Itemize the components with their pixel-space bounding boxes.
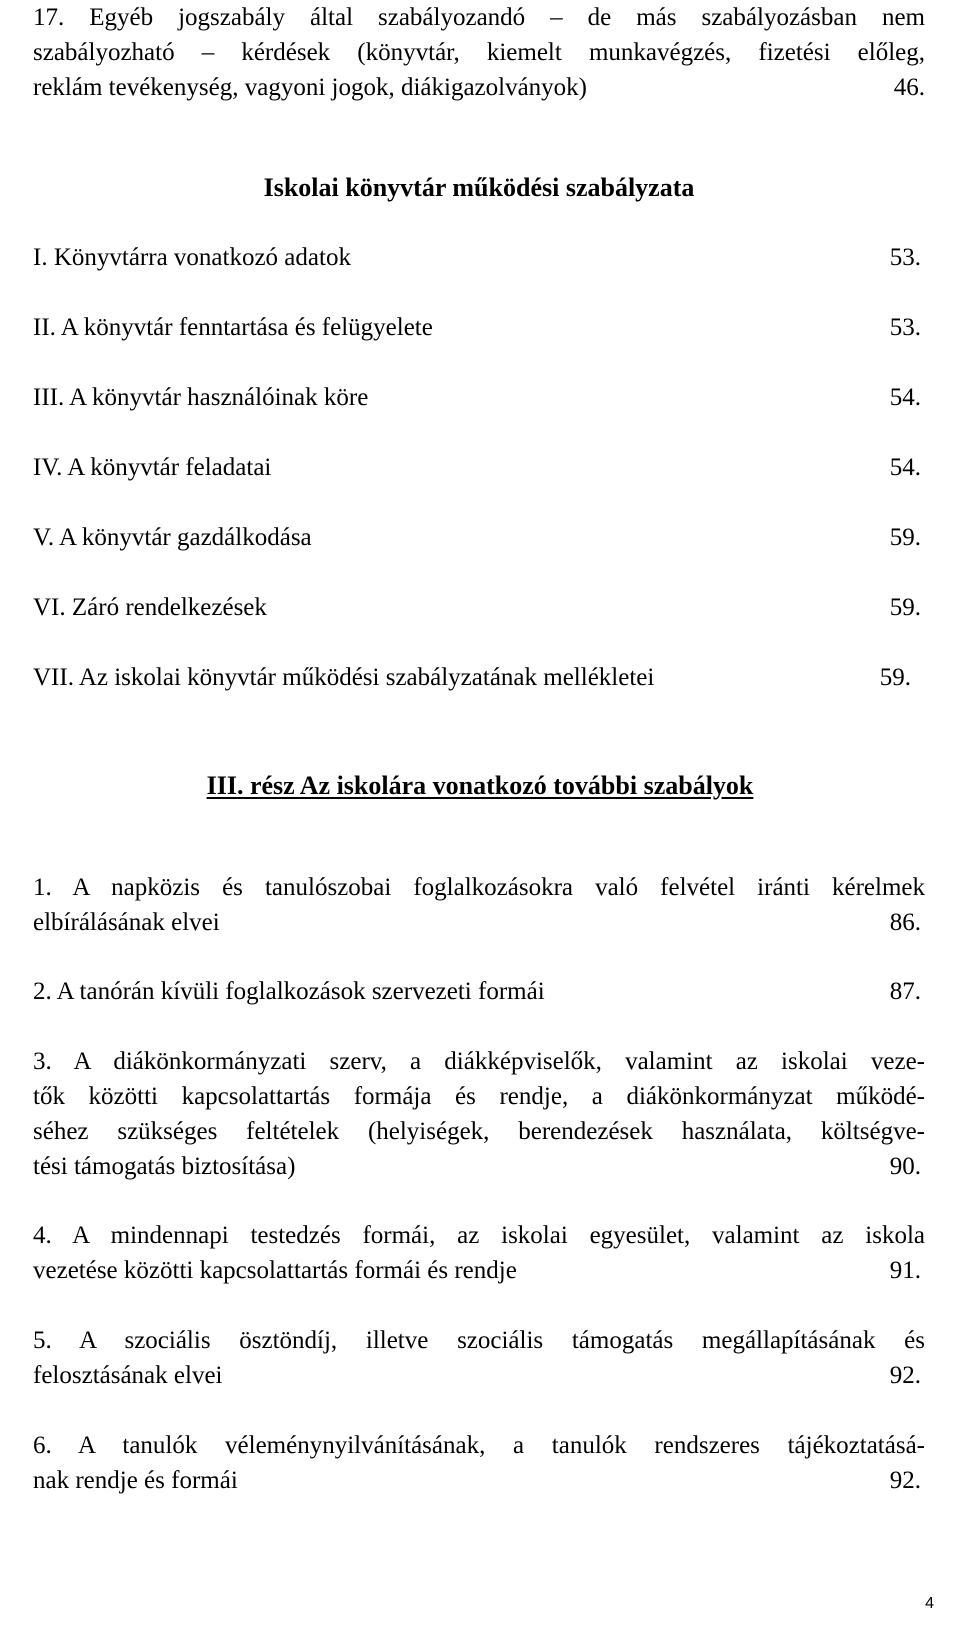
toc-entry-text: reklám tevékenység, vagyoni jogok, diákigazolványok) [33,74,588,101]
section-title: Iskolai könyvtár működési szabályzata [263,173,695,202]
toc-entry-line: 4. A mindennapi testedzés formái, az iskolai egyesület, valamint az iskola [33,1222,925,1249]
toc-page-number: 59. [879,664,911,691]
toc-entry-text: tési támogatás biztosítása) [33,1153,296,1180]
toc-entry [33,1428,925,1498]
toc-entry [33,660,911,695]
toc-entry [33,974,921,1009]
page-number: 4 [925,1595,934,1612]
toc-page-number: 92. [889,1362,921,1389]
toc-page-number: 54. [889,454,921,481]
toc-entry-line: tők közötti kapcsolattartás formája és rendje, a diákönkormányzat működé- [33,1083,925,1110]
toc-page-number: 46. [893,74,925,101]
toc-entry-last-line [33,1358,921,1393]
toc-entry [33,870,925,940]
toc-entry-text: II. A könyvtár fenntartása és felügyelete [33,314,433,341]
toc-entry-text: elbírálásának elvei [33,909,220,936]
toc-entry-last-line [33,1463,921,1498]
toc-entry-last-line [33,1253,921,1288]
toc-entry-text: felosztásának elvei [33,1362,223,1389]
toc-entry [33,590,921,625]
toc-entry [33,450,921,485]
toc-page-number: 53. [889,244,921,271]
toc-entry-text: VII. Az iskolai könyvtár működési szabályzatának mellékletei [33,664,655,691]
toc-entry-line: szabályozható – kérdések (könyvtár, kiemelt munkavégzés, fizetési előleg, [33,39,925,66]
toc-entry-line: 6. A tanulók véleménynyilvánításának, a tanulók rendszeres tájékoztatásá- [33,1432,925,1459]
toc-entry [33,1044,925,1184]
toc-entry [33,310,921,345]
toc-entry-text: III. A könyvtár használóinak köre [33,384,369,411]
toc-page-number: 91. [889,1257,921,1284]
toc-entry [33,240,921,275]
toc-entry-17 [33,0,925,105]
toc-page-number: 87. [889,978,921,1005]
toc-entry-last-line [33,905,921,940]
toc-page-number: 92. [889,1467,921,1494]
toc-entry [33,1218,925,1288]
toc-entry-text: nak rendje és formái [33,1467,238,1494]
toc-entry-last-line [33,70,925,105]
toc-entry-text: 2. A tanórán kívüli foglalkozások szervezeti formái [33,978,545,1005]
toc-entry-line: séhez szükséges feltételek (helyiségek, berendezések használata, költségve- [33,1118,925,1145]
toc-page-number: 90. [889,1153,921,1180]
toc-entry [33,520,921,555]
toc-page-number: 86. [889,909,921,936]
part-heading: III. rész Az iskolára vonatkozó további szabályok [206,771,754,800]
toc-entry-text: IV. A könyvtár feladatai [33,454,272,481]
toc-entry-line: 17. Egyéb jogszabály által szabályozandó – de más szabályozásban nem [33,4,925,31]
toc-page-number: 53. [889,314,921,341]
toc-entry-text: vezetése közötti kapcsolattartás formái és rendje [33,1257,517,1284]
toc-entry-line: 5. A szociális ösztöndíj, illetve szociális támogatás megállapításának és [33,1327,925,1354]
toc-entry-text: I. Könyvtárra vonatkozó adatok [33,244,351,271]
toc-entry-line: 3. A diákönkormányzati szerv, a diákképviselők, valamint az iskolai veze- [33,1048,925,1075]
toc-entry-last-line [33,1149,921,1184]
toc-page-number: 54. [889,384,921,411]
toc-page-number: 59. [889,594,921,621]
toc-entry [33,380,921,415]
toc-entry-text: V. A könyvtár gazdálkodása [33,524,312,551]
toc-entry-text: VI. Záró rendelkezések [33,594,267,621]
toc-entry-line: 1. A napközis és tanulószobai foglalkozásokra való felvétel iránti kérelmek [33,874,925,901]
toc-page-number: 59. [889,524,921,551]
toc-entry [33,1323,925,1393]
